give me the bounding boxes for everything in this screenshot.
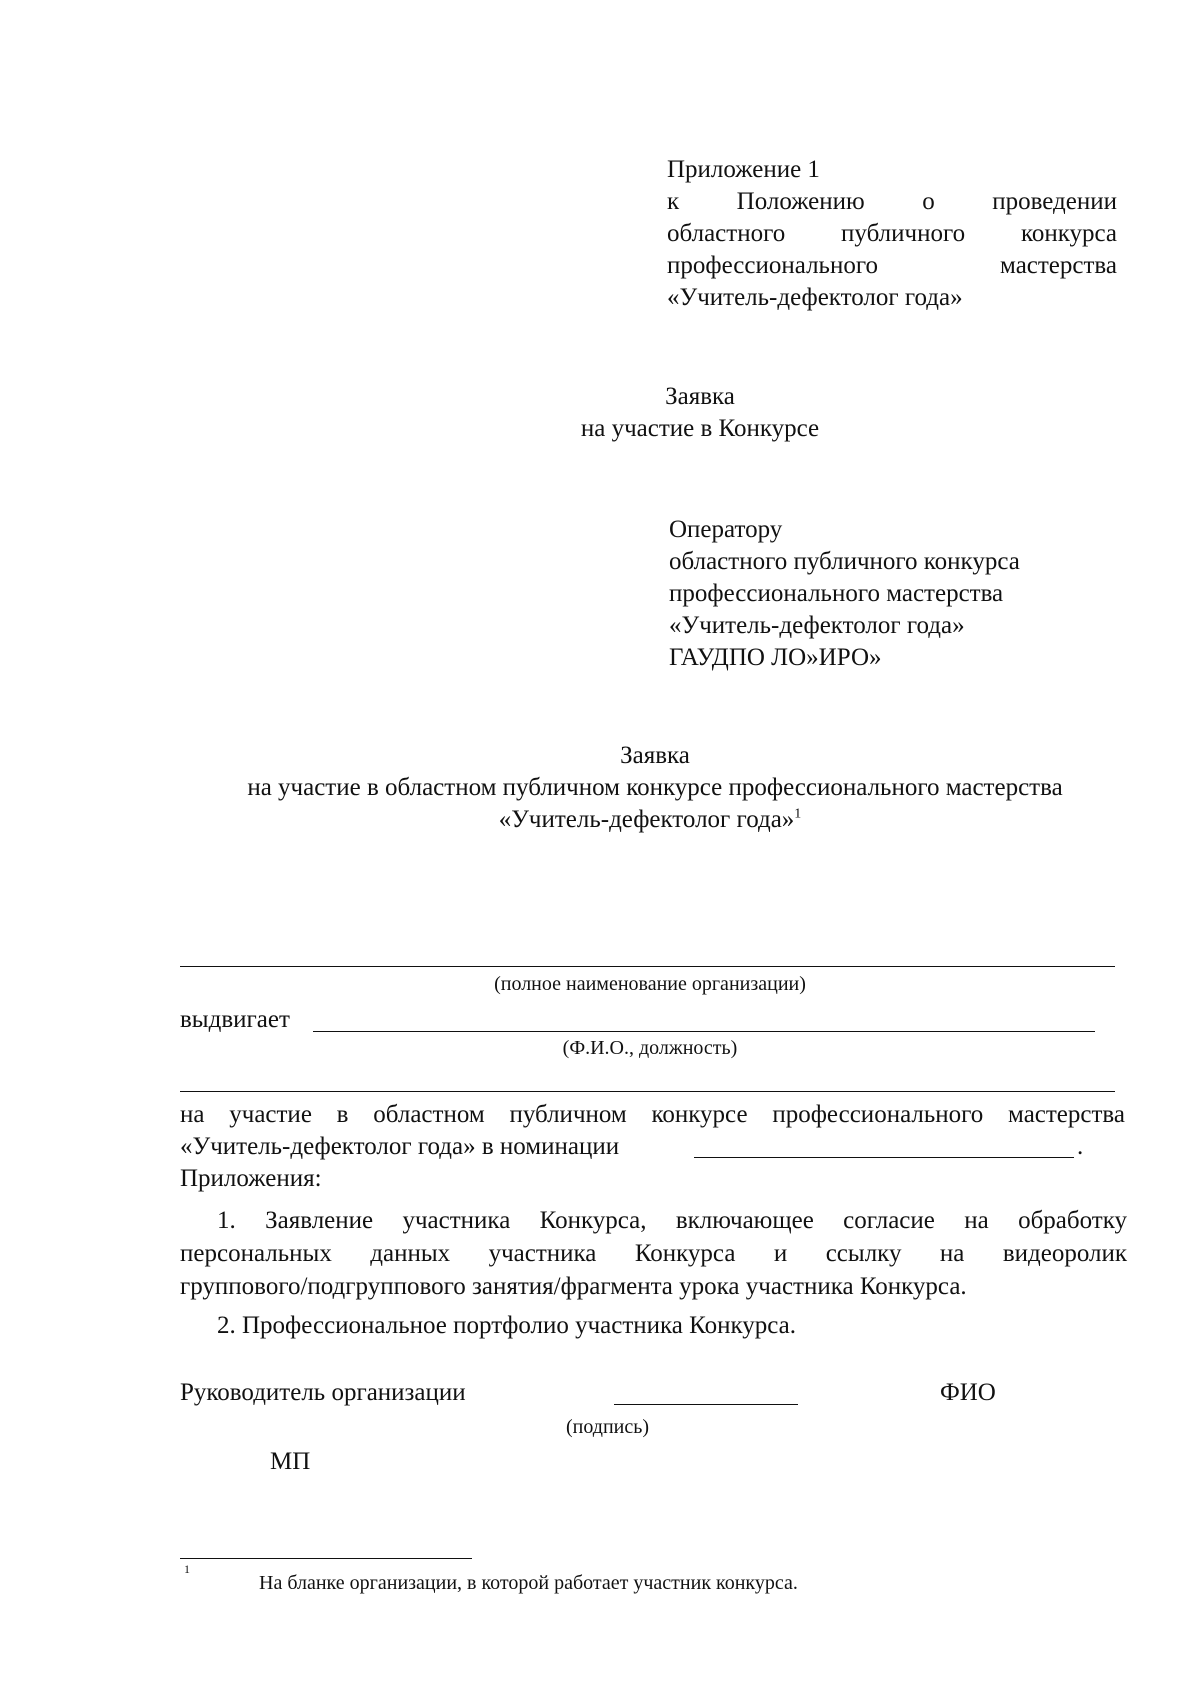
attachment-1-line-3: группового/подгруппового занятия/фрагмента урока участника Конкурса. xyxy=(180,1273,967,1300)
application-short-subtitle: на участие в Конкурсе xyxy=(580,415,820,442)
attachment-1-line-2: персональных данных участника Конкурса и ссылку на видеоролик xyxy=(180,1240,1127,1267)
attachment-2: 2. Профессиональное портфолио участника Конкурса. xyxy=(217,1312,797,1339)
attachment-1-line-1: 1. Заявление участника Конкурса, включающее согласие на обработку xyxy=(217,1207,1127,1234)
signature-blank xyxy=(614,1404,798,1405)
stamp-label: МП xyxy=(270,1448,311,1475)
participation-end: . xyxy=(1077,1133,1084,1160)
addressee-line-1: Оператору xyxy=(669,516,783,543)
addressee-line-4: «Учитель-дефектолог года» xyxy=(669,612,965,639)
nominates-label: выдвигает xyxy=(180,1006,290,1033)
application-full-title: Заявка xyxy=(620,742,690,769)
attachments-heading: Приложения: xyxy=(180,1165,322,1192)
nominee-caption: (Ф.И.О., должность) xyxy=(562,1037,738,1059)
addressee-line-2: областного публичного конкурса xyxy=(669,548,1020,575)
signature-caption: (подпись) xyxy=(566,1416,650,1438)
appendix-line-5: «Учитель-дефектолог года» xyxy=(667,284,963,311)
head-fio-label: ФИО xyxy=(940,1379,996,1406)
organization-name-caption: (полное наименование организации) xyxy=(494,973,806,995)
appendix-line-1: Приложение 1 xyxy=(667,156,820,183)
nomination-blank xyxy=(694,1157,1074,1158)
application-full-line-3-text: «Учитель-дефектолог года» xyxy=(498,806,795,833)
organization-name-blank xyxy=(180,966,1115,967)
footnote-text: На бланке организации, в которой работает участник конкурса. xyxy=(259,1572,798,1594)
application-full-line-2: на участие в областном публичном конкурсе профессионального мастерства xyxy=(247,774,1063,801)
application-short-title: Заявка xyxy=(665,383,735,410)
participation-line-2: «Учитель-дефектолог года» в номинации xyxy=(180,1133,620,1160)
participation-line-1: на участие в областном публичном конкурсе профессионального мастерства xyxy=(180,1101,1125,1128)
footnote-reference-mark: 1 xyxy=(794,806,802,822)
appendix-line-2: к Положению о проведении xyxy=(667,188,1117,215)
appendix-line-4: профессионального мастерства xyxy=(667,252,1117,279)
footnote-mark: 1 xyxy=(184,1562,190,1576)
head-of-organization-label: Руководитель организации xyxy=(180,1379,466,1406)
application-full-line-3 xyxy=(0,804,1200,836)
addressee-line-5: ГАУДПО ЛО»ИРО» xyxy=(669,644,882,671)
appendix-line-3: областного публичного конкурса xyxy=(667,220,1117,247)
addressee-line-3: профессионального мастерства xyxy=(669,580,1004,607)
footnote-separator xyxy=(180,1558,472,1559)
nominee-blank xyxy=(313,1031,1095,1032)
nominee-blank-2 xyxy=(180,1091,1115,1092)
